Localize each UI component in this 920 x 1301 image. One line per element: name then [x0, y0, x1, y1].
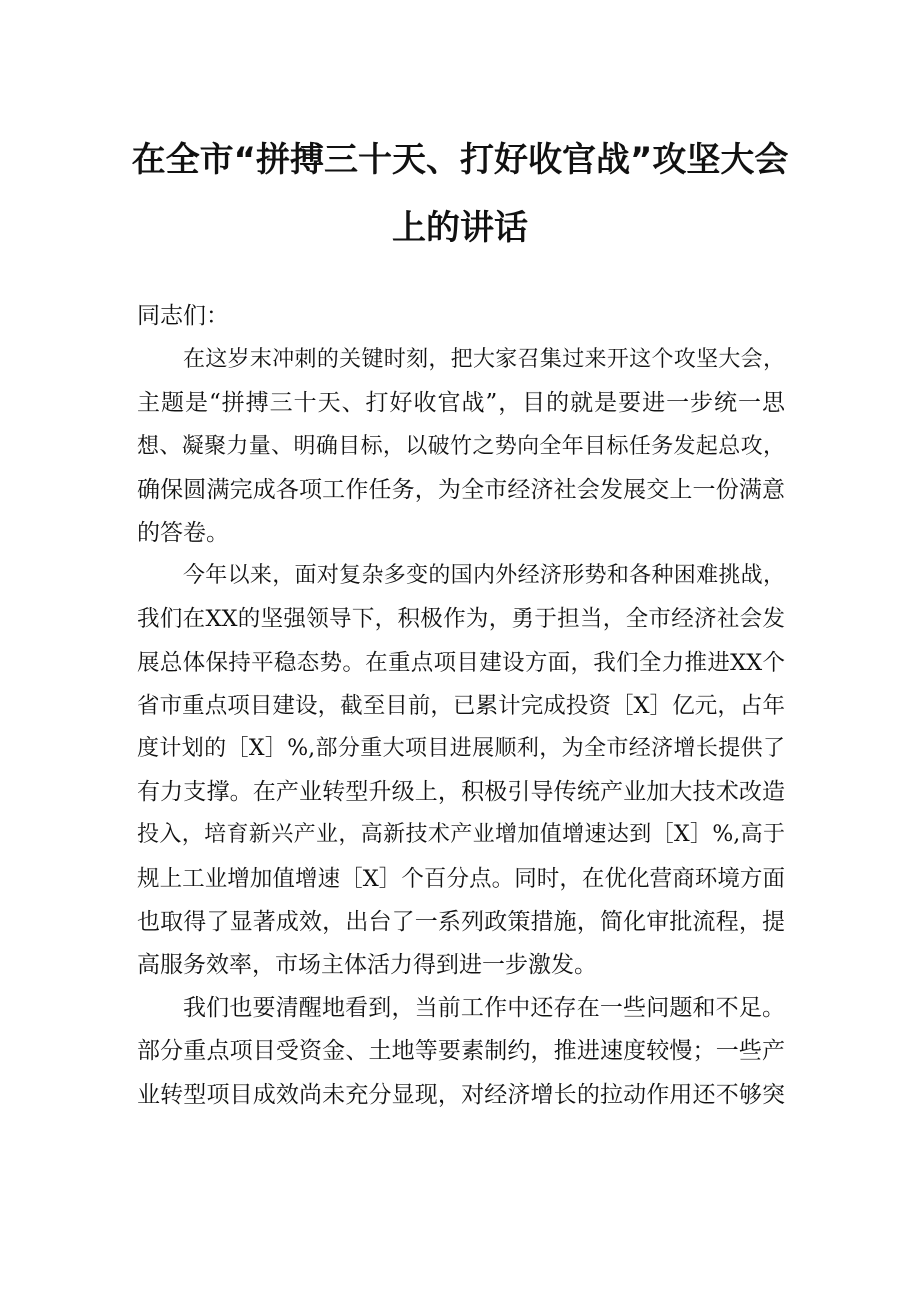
paragraph-1-line: 主题是“拼搏三十天、打好收官战”，目的就是要进一步统一思 [137, 390, 785, 416]
paragraph-1-line: 想、凝聚力量、明确目标，以破竹之势向全年目标任务发起总攻， [137, 434, 785, 459]
paragraph-2-line: 也取得了显著成效，出台了一系列政策措施，简化审批流程，提 [137, 909, 785, 935]
document-title-line-2: 上的讲话 [392, 208, 528, 248]
salutation: 同志们： [137, 303, 229, 329]
document-title-line-1: 在全市“拼搏三十天、打好收官战”攻坚大会 [131, 140, 789, 180]
paragraph-2-line: 展总体保持平稳态势。在重点项目建设方面，我们全力推进XX个 [137, 650, 785, 676]
paragraph-1-line: 的答卷。 [137, 520, 229, 546]
paragraph-2-line: 度计划的［X］%,部分重大项目进展顺利，为全市经济增长提供了 [137, 736, 785, 761]
paragraph-2-line: 有力支撑。在产业转型升级上，积极引导传统产业加大技术改造 [137, 779, 785, 805]
paragraph-3-line: 部分重点项目受资金、土地等要素制约，推进速度较慢；一些产 [137, 1038, 785, 1064]
paragraph-2-line: 省市重点项目建设，截至目前，已累计完成投资［X］亿元，占年 [137, 693, 785, 719]
paragraph-2-line: 规上工业增加值增速［X］个百分点。同时，在优化营商环境方面 [137, 866, 785, 892]
paragraph-3-line: 我们也要清醒地看到，当前工作中还存在一些问题和不足。 [183, 995, 785, 1021]
paragraph-2-line: 我们在XX的坚强领导下，积极作为，勇于担当，全市经济社会发 [137, 606, 785, 632]
paragraph-2-line: 高服务效率，市场主体活力得到进一步激发。 [137, 952, 597, 978]
paragraph-2-line: 投入，培育新兴产业，高新技术产业增加值增速达到［X］%,高于 [137, 822, 785, 847]
paragraph-2-line: 今年以来，面对复杂多变的国内外经济形势和各种困难挑战， [183, 563, 785, 588]
paragraph-3-line: 业转型项目成效尚未充分显现，对经济增长的拉动作用还不够突 [137, 1082, 785, 1108]
paragraph-1-line: 在这岁末冲刺的关键时刻，把大家召集过来开这个攻坚大会， [183, 347, 785, 372]
paragraph-1-line: 确保圆满完成各项工作任务，为全市经济社会发展交上一份满意 [137, 477, 785, 503]
